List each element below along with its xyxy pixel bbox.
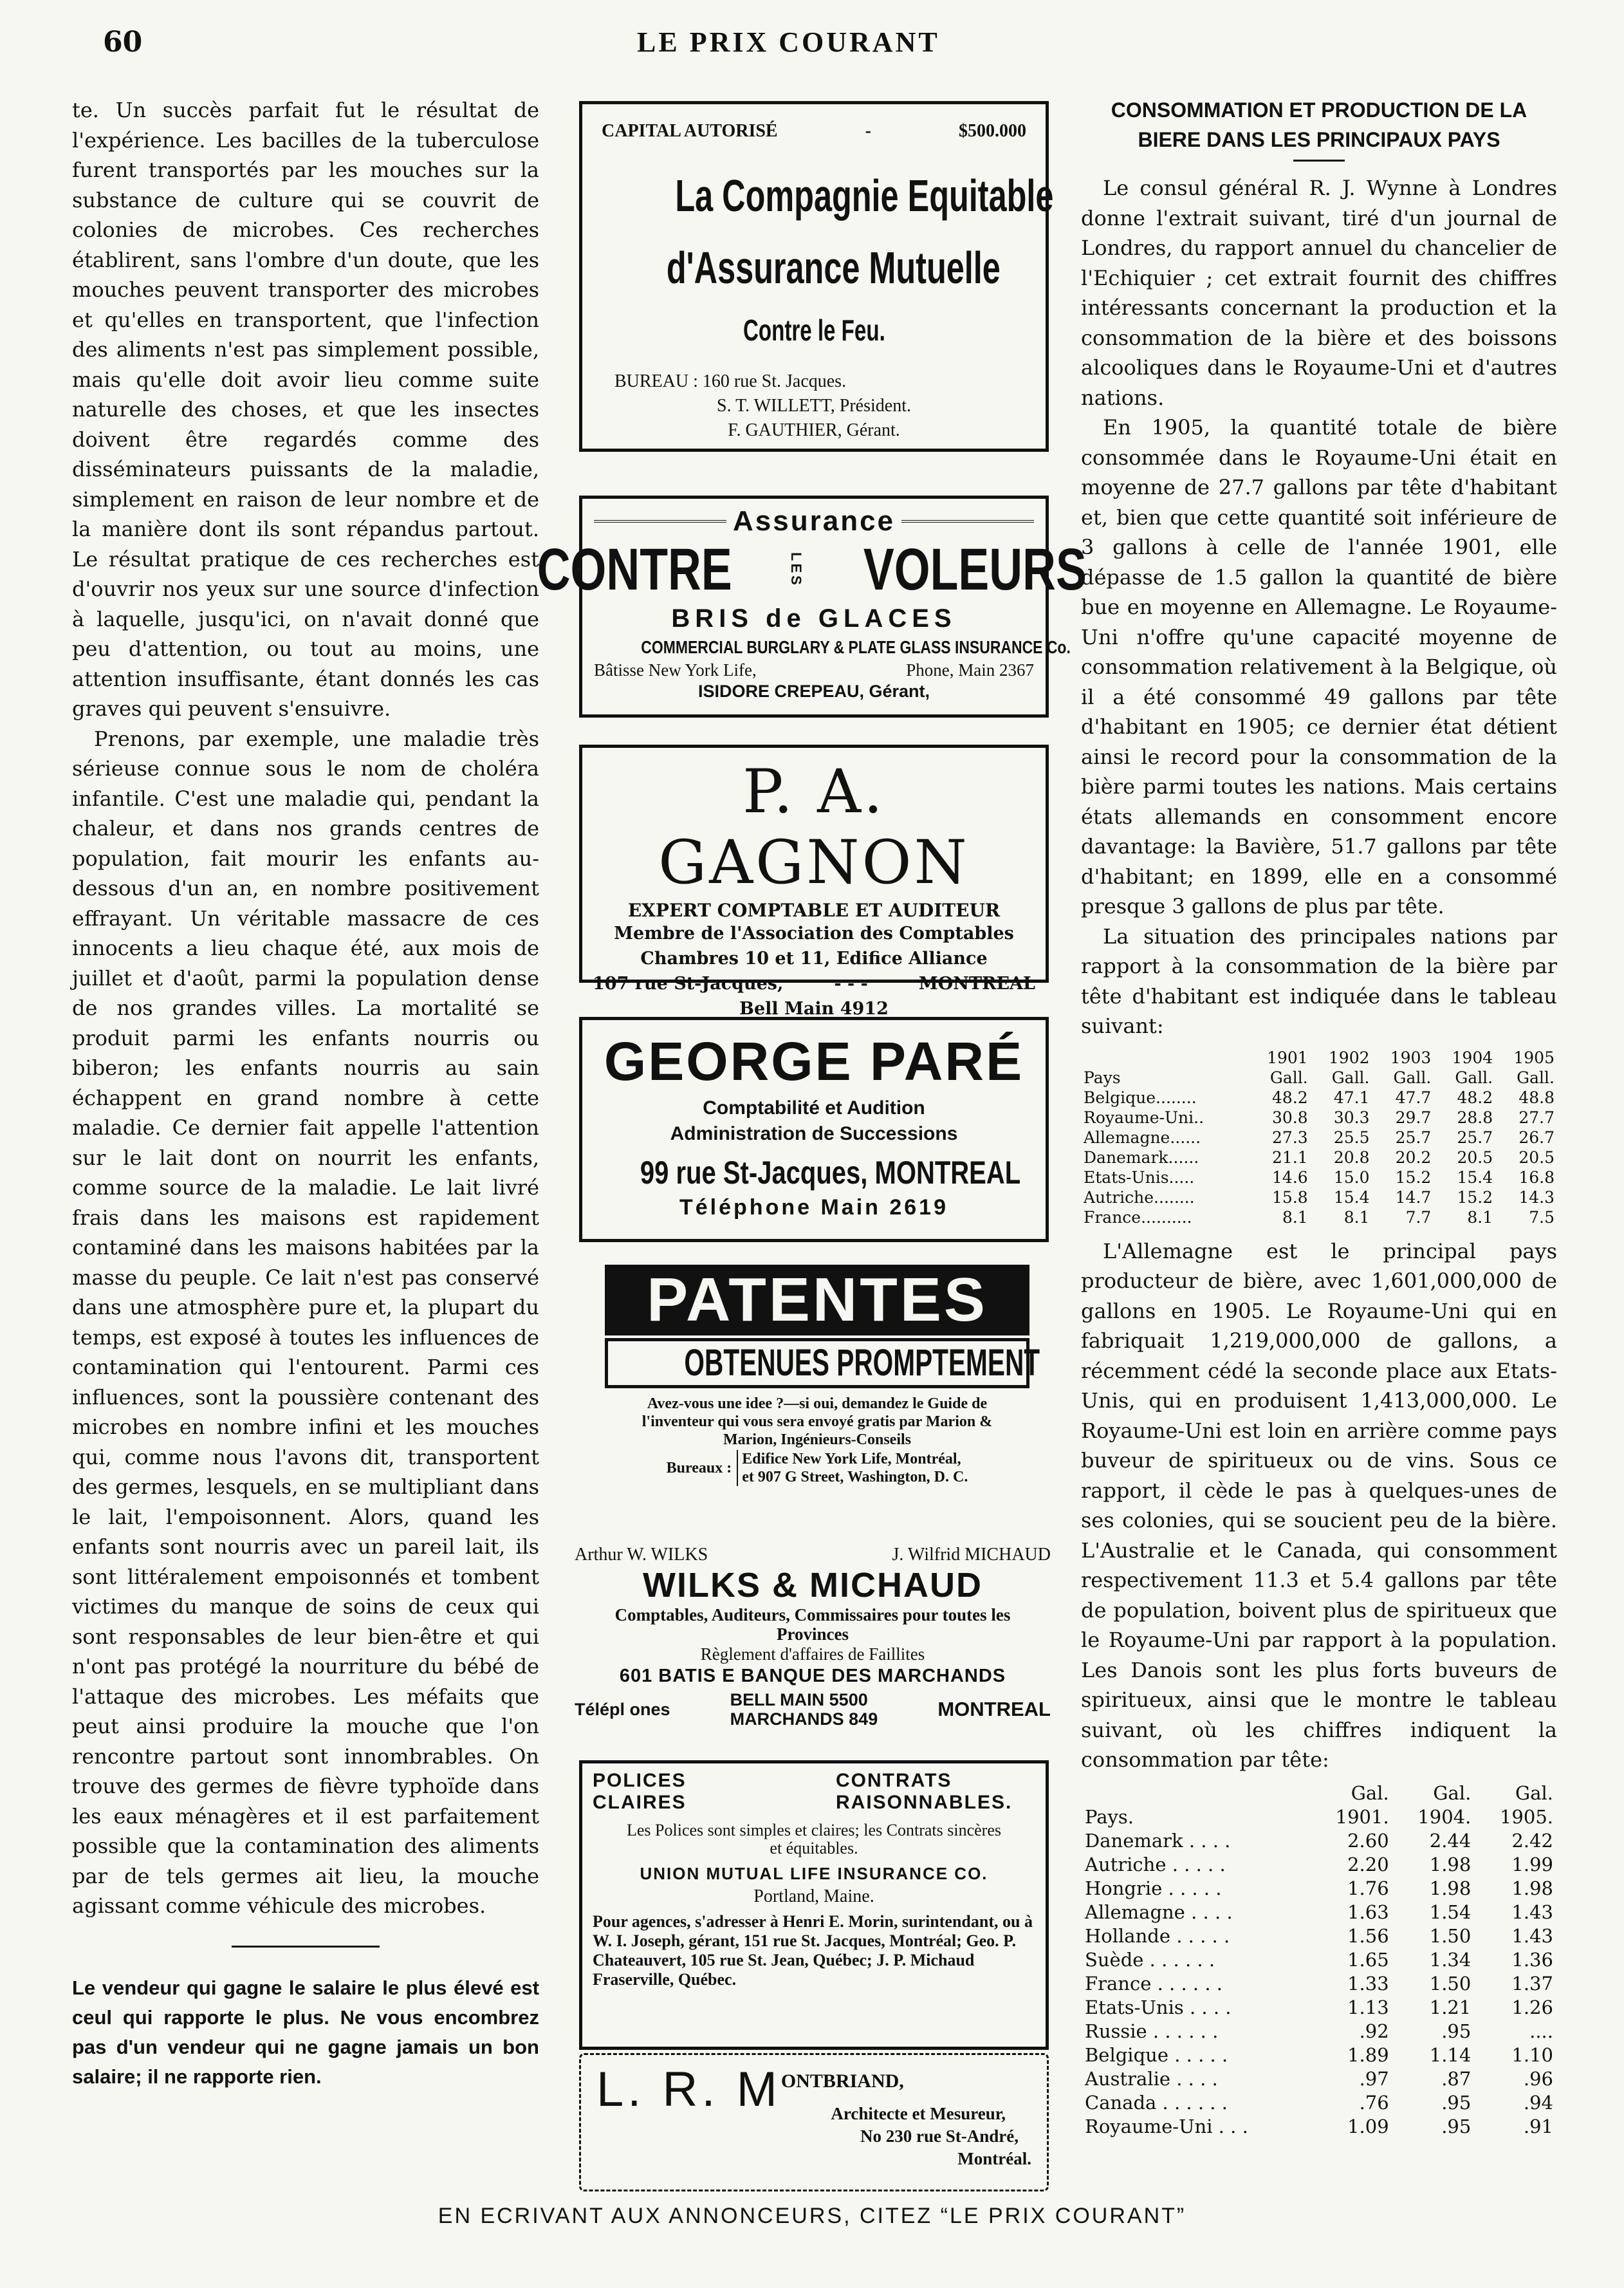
montbriand-surname: ONTBRIAND,: [780, 2070, 904, 2092]
pare-line1: Comptabilité et Audition: [703, 1097, 925, 1119]
table-cell: 1.36: [1511, 1948, 1553, 1971]
table-cell: France..........: [1084, 1207, 1192, 1227]
table-cell: 14.7: [1395, 1187, 1432, 1207]
company-name-line2: d'Assurance Mutuelle: [666, 243, 1001, 293]
union-location: Portland, Maine.: [753, 1886, 874, 1906]
table-cell: 1.21: [1429, 1996, 1472, 2018]
table-cell: 48.2: [1272, 1088, 1308, 1107]
table-cell: 27.7: [1518, 1108, 1555, 1127]
table-cell: 1.56: [1347, 1924, 1389, 1947]
table-header-row: [1081, 1781, 1557, 1805]
ad-wilks-michaud: [575, 1545, 1051, 1731]
table-row: [1081, 2020, 1557, 2043]
ad-patentes: [605, 1265, 1040, 1485]
table-row: [1081, 1972, 1557, 1996]
table-cell: 20.2: [1395, 1148, 1432, 1167]
insurance-company: COMMERCIAL BURGLARY & PLATE GLASS INSURANCE Co.: [641, 637, 1071, 657]
table-header-cell: Gal.: [1515, 1781, 1553, 1804]
table-cell: 48.2: [1457, 1088, 1493, 1107]
table-cell: ....: [1529, 2020, 1553, 2042]
table-cell: 1.33: [1347, 1972, 1389, 1995]
wilks-line2: Règlement d'affaires de Faillites: [700, 1644, 925, 1664]
table-cell: 1.63: [1347, 1901, 1389, 1923]
table-cell: 21.1: [1272, 1148, 1308, 1167]
union-company: UNION MUTUAL LIFE INSURANCE CO.: [640, 1864, 988, 1883]
table-cell: 30.3: [1333, 1108, 1370, 1127]
montbriand-address: No 230 rue St-André,: [860, 2126, 1019, 2146]
union-desc: Les Polices sont simples et claires; les Contrats sincères et équitables.: [627, 1821, 1001, 1857]
table-cell: Hollande . . . . .: [1085, 1924, 1230, 1947]
table-header-cell: Gall.: [1331, 1068, 1370, 1087]
table-cell: 48.8: [1518, 1088, 1555, 1107]
table-row: [1081, 2091, 1557, 2115]
patentes-offices-label: Bureaux :: [666, 1460, 732, 1476]
montbriand-city: Montréal.: [957, 2149, 1031, 2168]
table-cell: 15.4: [1457, 1167, 1493, 1187]
table-header-cell: 1902: [1328, 1048, 1370, 1067]
table-cell: 1.65: [1347, 1948, 1389, 1971]
article-paragraph: La situation des principales nations par rapport à la consommation de la bière par tête d'habitant est indiquée dans le tableau suivant:: [1081, 924, 1557, 1038]
table-cell: 2.20: [1347, 1853, 1389, 1875]
table-header-row: [1081, 1805, 1557, 1829]
patentes-subtitle: OBTENUES PROMPTEMENT: [684, 1342, 1040, 1384]
table-cell: .76: [1359, 2091, 1389, 2114]
wilks-city: MONTREAL: [937, 1698, 1051, 1720]
table-cell: 2.44: [1429, 1829, 1472, 1852]
building: Bâtisse New York Life,: [594, 660, 757, 680]
phone1: BELL MAIN 5500: [730, 1690, 868, 1709]
table-cell: 1.50: [1429, 1972, 1472, 1995]
table-header-cell: [1081, 1048, 1249, 1068]
table-cell: 1.89: [1347, 2043, 1389, 2066]
montbriand-title: Architecte et Mesureur,: [831, 2104, 1006, 2123]
table-row: [1081, 1148, 1557, 1167]
table-row: [1081, 1853, 1557, 1877]
polices-claires: POLICES CLAIRES: [593, 1770, 687, 1813]
article-paragraph: Prenons, par exemple, une maladie très sérieuse connue sous le nom de choléra infantile. C'est une maladie qui, pendant la chaleur, et dans nos grands centres de population, fait mourir les enfants au-dessous d'un an, en nombre positivement effrayant. Un véritable massacre de ces innocents a lieu chaque été, aux mois de juillet et d'août, parmi la population dense de nos grandes villes. La mortalité se produit parmi les enfants nourris ou biberon; les enfants nourris au sain échappent en grand nombre à cette maladie. Ce dernier fait appelle l'attention sur le lait dont on nourrit les enfants, comme source de la maladie. Le lait livré frais dans les maisons est rapidement contaminé dans les maisons habitées par la masse du peuple. Ce lait n'est pas conservé dans une atmosphère pure et, la plupart du temps, est exposé à toutes les influences de contamination qui l'entourent. Parmi ces influences, sont la poussière contenant des microbes en nombre infini et les mouches qui, comme nous l'avons dit, transportent des germes, lesquels, en se multipliant dans le lait, l'empoisonnent. Alors, quand les enfants sont nourris avec un pareil lait, ils sont littéralement empoisonnés et tombent victimes du manque de soins de ceux qui sont responsables de leur bien-être et qui n'ont pas protégé la nourriture du bébé de l'attaque des microbes. Les méfaits que peut ainsi produire la mouche que l'on rencontre partout sont innombrables. On trouve des germes de fièvre typhoïde dans les eaux ménagères et il est parfaitement possible que la contamination des aliments par de tels germes ait lieu, la mouche agissant comme véhicule des microbes.: [72, 726, 539, 1918]
table-header-cell: Pays.: [1085, 1805, 1134, 1828]
table-cell: 14.3: [1518, 1187, 1555, 1207]
table-cell: 1.14: [1429, 2043, 1472, 2066]
table-cell: 2.42: [1511, 1829, 1553, 1852]
table-cell: Allemagne......: [1084, 1128, 1201, 1147]
table-header-cell: Gal.: [1351, 1781, 1389, 1804]
beer-consumption-table: [1081, 1048, 1557, 1227]
contrats-raisonnables: CONTRATS RAISONNABLES.: [836, 1770, 1013, 1813]
table-cell: .95: [1441, 2115, 1472, 2137]
capital-label: CAPITAL AUTORISÉ: [602, 121, 778, 141]
table-cell: 1.98: [1511, 1877, 1553, 1899]
gagnon-chambers: Chambres 10 et 11, Edifice Alliance: [640, 949, 988, 969]
table-cell: 1.37: [1511, 1972, 1553, 1995]
tagline: Contre le Feu.: [743, 313, 885, 347]
table-cell: Autriche........: [1084, 1187, 1195, 1207]
table-cell: Etats-Unis.....: [1084, 1167, 1195, 1187]
table-row: [1081, 1829, 1557, 1853]
table-row: [1081, 1187, 1557, 1207]
pare-phone: Téléphone Main 2619: [679, 1195, 948, 1220]
patentes-office1: Edifice New York Life, Montréal,: [742, 1451, 961, 1467]
table-cell: Suède . . . . . .: [1085, 1948, 1215, 1971]
table-header-cell: 1905.: [1499, 1805, 1553, 1828]
article-paragraph: En 1905, la quantité totale de bière consommée dans le Royaume-Uni était en moyenne de 27.7 gallons par tête d'habitant et, bien que cette quantité soit inférieure de 3 gallons à celle de l'année 1901, elle dépasse de 1.5 gallon la quantité de bière bue en moyenne en Allemagne. Le Royaume-Uni n'offre qu'une capacité moyenne de consommation relativement à la Belgique, où il a été consommé 49 gallons par tête d'habitant en 1905; ce dernier état détient ainsi le record pour la consommation de la bière parmi toutes les nations. Mais certains états allemands en consomment encore davantage: la Bavière, 51.7 gallons par tête d'habitant; en 1899, elle en a consommé presque 3 gallons de plus par tête.: [1081, 415, 1557, 918]
table-row: [1081, 1128, 1557, 1148]
table-cell: Hongrie . . . . .: [1085, 1877, 1222, 1899]
table-cell: .96: [1523, 2067, 1553, 2090]
table-cell: 20.5: [1457, 1148, 1493, 1167]
table-cell: 1.54: [1429, 1901, 1472, 1923]
table-row: [1081, 1108, 1557, 1128]
table-cell: 28.8: [1457, 1108, 1493, 1127]
pare-name: GEORGE PARÉ: [604, 1031, 1024, 1092]
table-cell: 15.2: [1457, 1187, 1493, 1207]
table-row: [1081, 1877, 1557, 1901]
table-cell: Etats-Unis . . . .: [1085, 1996, 1232, 2018]
gagnon-title: EXPERT COMPTABLE ET AUDITEUR: [627, 900, 1001, 921]
table-header-cell: 1905: [1513, 1048, 1555, 1067]
gagnon-phone: Bell Main 4912: [739, 999, 889, 1019]
table-cell: 8.1: [1343, 1207, 1370, 1227]
table-cell: .91: [1523, 2115, 1553, 2137]
table-cell: .95: [1441, 2020, 1472, 2042]
table-row: [1081, 2115, 1557, 2139]
table-cell: 1.98: [1429, 1877, 1472, 1899]
table-cell: 47.7: [1395, 1088, 1432, 1107]
table-row: [1081, 2067, 1557, 2091]
table-row: [1081, 1924, 1557, 1948]
table-cell: 1.13: [1347, 1996, 1389, 2018]
company-name-line1: La Compagnie Equitable: [675, 171, 1054, 221]
ad-compagnie-equitable: [579, 101, 1054, 452]
patentes-title: PATENTES: [605, 1265, 1029, 1335]
voleurs-word: VOLEURS: [863, 537, 1087, 602]
table-cell: 25.7: [1395, 1128, 1432, 1147]
partner2: J. Wilfrid MICHAUD: [892, 1545, 1051, 1565]
phone: Phone, Main 2367: [906, 660, 1034, 680]
table-cell: 15.8: [1272, 1187, 1308, 1207]
montbriand-initials: L. R. M: [596, 2062, 781, 2117]
table-cell: .92: [1359, 2020, 1389, 2042]
table-cell: 1.09: [1347, 2115, 1389, 2137]
ad-george-pare: [579, 1017, 1049, 1242]
wilks-line1: Comptables, Auditeurs, Commissaires pour toutes les Provinces: [614, 1605, 1011, 1644]
table-cell: 47.1: [1333, 1088, 1370, 1107]
ad-pa-gagnon: [579, 745, 1049, 1019]
table-cell: 2.60: [1347, 1829, 1389, 1852]
table-cell: 7.7: [1405, 1207, 1432, 1227]
table-row: [1081, 1088, 1557, 1108]
capital-dash: -: [865, 121, 871, 141]
table-cell: Canada . . . . . .: [1085, 2091, 1228, 2114]
phone-label: Télépl ones: [575, 1699, 670, 1719]
table-cell: 29.7: [1395, 1108, 1432, 1127]
table-cell: 1.98: [1429, 1853, 1472, 1875]
table-cell: 14.6: [1272, 1167, 1308, 1187]
table-header-cell: 1904.: [1417, 1805, 1472, 1828]
table-cell: Autriche . . . . .: [1085, 1853, 1226, 1875]
table-cell: Russie . . . . . .: [1085, 2020, 1219, 2042]
table-header-cell: Gall.: [1393, 1068, 1432, 1087]
article-paragraph: Le consul général R. J. Wynne à Londres donne l'extrait suivant, tiré d'un journal de Londres, du rapport annuel du chancelier de l'Echiquier ; cet extrait fournit des chiffres intéressants concernant la production et la consommation de la bière et des boissons alcooliques dans le Royaume-Uni et d'autres nations.: [1081, 176, 1557, 410]
table-cell: 1.43: [1511, 1901, 1553, 1923]
closing-note: Le vendeur qui gagne le salaire le plus élevé est ceul qui rapporte le plus. Ne vous encombrez pas d'un vendeur qui ne gagne jamais un bon salaire; il ne rapporte rien.: [72, 1976, 539, 2088]
table-header-cell: Gall.: [1269, 1068, 1308, 1087]
table-cell: Belgique........: [1084, 1088, 1197, 1107]
table-cell: 27.3: [1272, 1128, 1308, 1147]
table-cell: 1.43: [1511, 1924, 1553, 1947]
table-cell: Belgique . . . . .: [1085, 2043, 1228, 2066]
table-cell: .97: [1359, 2067, 1389, 2090]
table-cell: Royaume-Uni . . .: [1085, 2115, 1248, 2137]
table-cell: 30.8: [1272, 1108, 1308, 1127]
office: BUREAU : 160 rue St. Jacques.: [614, 371, 847, 391]
table-cell: 1.34: [1429, 1948, 1472, 1971]
table-cell: 1.10: [1511, 2043, 1553, 2066]
gagnon-dashes: - - -: [834, 974, 868, 994]
table-header-cell: Gall.: [1517, 1068, 1555, 1087]
table-cell: Allemagne . . . .: [1085, 1901, 1233, 1923]
table-cell: .87: [1441, 2067, 1472, 2090]
capital-amount: $500.000: [959, 121, 1026, 141]
gagnon-name: P. A. GAGNON: [658, 757, 970, 898]
table-row: [1081, 1996, 1557, 2020]
table-header-cell: 1901.: [1335, 1805, 1389, 1828]
ad-union-mutual: [579, 1760, 1049, 2050]
table-cell: Danemark......: [1084, 1148, 1199, 1167]
table-cell: 1.26: [1511, 1996, 1553, 2018]
table-cell: .95: [1441, 2091, 1472, 2114]
pare-line2: Administration de Successions: [670, 1123, 958, 1144]
les-word: LES: [788, 552, 804, 588]
table-cell: 1.76: [1347, 1877, 1389, 1899]
table-row: [1081, 1948, 1557, 1972]
table-header-cell: 1901: [1267, 1048, 1308, 1067]
table-cell: 1.50: [1429, 1924, 1472, 1947]
table-cell: 20.5: [1518, 1148, 1555, 1167]
table-cell: 15.2: [1395, 1167, 1432, 1187]
table-header-row: [1081, 1048, 1557, 1068]
right-column-article: [1081, 95, 1557, 2139]
table-header-row: [1081, 1068, 1557, 1088]
table-header-cell: 1904: [1452, 1048, 1493, 1067]
union-agencies: Pour agences, s'adresser à Henri E. Morin, surintendant, ou à W. I. Joseph, gérant, 151 rue St. Jacques, Montréal; Geo. P. Chateauvert, 105 rue St. Jean, Québec; J. P. Michaud Fraserville, Québec.: [593, 1912, 1033, 1989]
left-column-article: [72, 95, 539, 2092]
table-row: [1081, 1901, 1557, 1924]
gagnon-address: 107 rue St-Jacques,: [593, 974, 784, 994]
spirits-consumption-table: [1081, 1781, 1557, 2139]
table-header-cell: Gall.: [1455, 1068, 1493, 1087]
firm-name: WILKS & MICHAUD: [643, 1566, 983, 1604]
table-cell: 8.1: [1282, 1207, 1308, 1227]
table-cell: Royaume-Uni..: [1084, 1108, 1204, 1127]
article-paragraph: te. Un succès parfait fut le résultat de l'expérience. Les bacilles de la tuberculose furent transportés par les mouches sur la substance de culture qui se couvrit de colonies de microbes. Ces recherches établirent, sans l'ombre d'un doute, que les mouches peuvent transporter des microbes et qu'elles en transportent, que l'infection des aliments n'est pas simplement possible, mais qu'elle doit avoir lieu comme suite naturelle des choses, et que les insectes doivent être regardés comme des disséminateurs puissants de la maladie, simplement en raison de leur nombre et de la manière dont ils sont répandus partout. Le résultat pratique de ces recherches est d'ouvrir nos yeux sur une source d'infection à laquelle, jusqu'ici, on n'avait donné que peu d'attention, ou tout au moins, une attention insuffisante, étant donnés les cas graves qui peuvent s'ensuivre.: [72, 98, 539, 721]
gagnon-city: MONTREAL: [918, 974, 1035, 994]
patentes-office2: et 907 G Street, Washington, D. C.: [742, 1469, 968, 1485]
ad-assurance-voleurs: [537, 496, 1087, 718]
article-paragraph: L'Allemagne est le principal pays producteur de bière, avec 1,601,000,000 de gallons en 1905. Le Royaume-Uni qui en fabriquait 1,219,000,000 de gallons, a récemment cédé la seconde place aux Etats-Unis, qui en produisent 1,413,000,000. Le Royaume-Uni est loin en arrière comme pays buveur de spiritueux ou de vins. Sous ce rapport, il cède le pas à quelques-unes de ses colonies, qui se soucient peu de la bière. L'Australie et le Canada, qui consomment respectivement 11.3 et 5.4 gallons par tête de population, boivent plus de spiritueux que le Royaume-Uni par rapport à la population. Les Danois sont les plus forts buveurs de spiritueux, ainsi que le montre le tableau suivant, où les chiffres indiquent la consommation par tête:: [1081, 1238, 1557, 1772]
table-cell: 7.5: [1529, 1207, 1555, 1227]
table-cell: .94: [1523, 2091, 1553, 2114]
table-cell: 25.7: [1457, 1128, 1493, 1147]
publication-title: LE PRIX COURANT: [637, 26, 940, 58]
article-title: CONSOMMATION ET PRODUCTION DE LA BIERE DANS LES PRINCIPAUX PAYS: [1111, 98, 1527, 151]
table-header-cell: Gal.: [1433, 1781, 1472, 1804]
bris-glaces: BRIS de GLACES: [671, 604, 957, 633]
table-cell: 16.8: [1518, 1167, 1555, 1187]
assurance-heading: Assurance: [733, 505, 896, 537]
table-cell: 15.0: [1333, 1167, 1370, 1187]
ad-montbriand: [579, 2053, 1049, 2191]
contre-word: CONTRE: [537, 537, 733, 602]
table-header-cell: 1903: [1390, 1048, 1432, 1067]
table-cell: Australie . . . .: [1085, 2067, 1218, 2090]
page-number: 60: [103, 26, 143, 59]
pare-address: 99 rue St-Jacques, MONTREAL: [640, 1155, 1021, 1191]
table-cell: 15.4: [1333, 1187, 1370, 1207]
divider: [1293, 160, 1345, 162]
partner1: Arthur W. WILKS: [575, 1545, 708, 1565]
patentes-text: Avez-vous une idee ?—si oui, demandez le Guide de l'inventeur qui vous sera envoyé gratis par Marion & Marion, Ingénieurs-Conseils: [641, 1395, 993, 1448]
table-header-cell: [1081, 1781, 1311, 1805]
table-cell: 26.7: [1518, 1128, 1555, 1147]
table-cell: France . . . . . .: [1085, 1972, 1223, 1995]
table-cell: Danemark . . . .: [1085, 1829, 1231, 1852]
table-row: [1081, 1207, 1557, 1227]
wilks-line3: 601 BATIS E BANQUE DES MARCHANDS: [619, 1666, 1006, 1686]
divider: [232, 1946, 380, 1948]
table-row: [1081, 2043, 1557, 2067]
footer-notice: EN ECRIVANT AUX ANNONCEURS, CITEZ “LE PRIX COURANT”: [438, 2204, 1186, 2228]
president: S. T. WILLETT, Président.: [717, 396, 911, 416]
table-cell: 8.1: [1467, 1207, 1493, 1227]
gagnon-membership: Membre de l'Association des Comptables: [614, 924, 1014, 944]
table-header-cell: Pays: [1084, 1068, 1121, 1087]
table-cell: 25.5: [1333, 1128, 1370, 1147]
table-cell: 1.99: [1511, 1853, 1553, 1875]
manager: F. GAUTHIER, Gérant.: [728, 420, 900, 440]
manager: ISIDORE CREPEAU, Gérant,: [697, 682, 930, 701]
phone2: MARCHANDS 849: [730, 1709, 878, 1729]
table-row: [1081, 1167, 1557, 1187]
table-cell: 20.8: [1333, 1148, 1370, 1167]
